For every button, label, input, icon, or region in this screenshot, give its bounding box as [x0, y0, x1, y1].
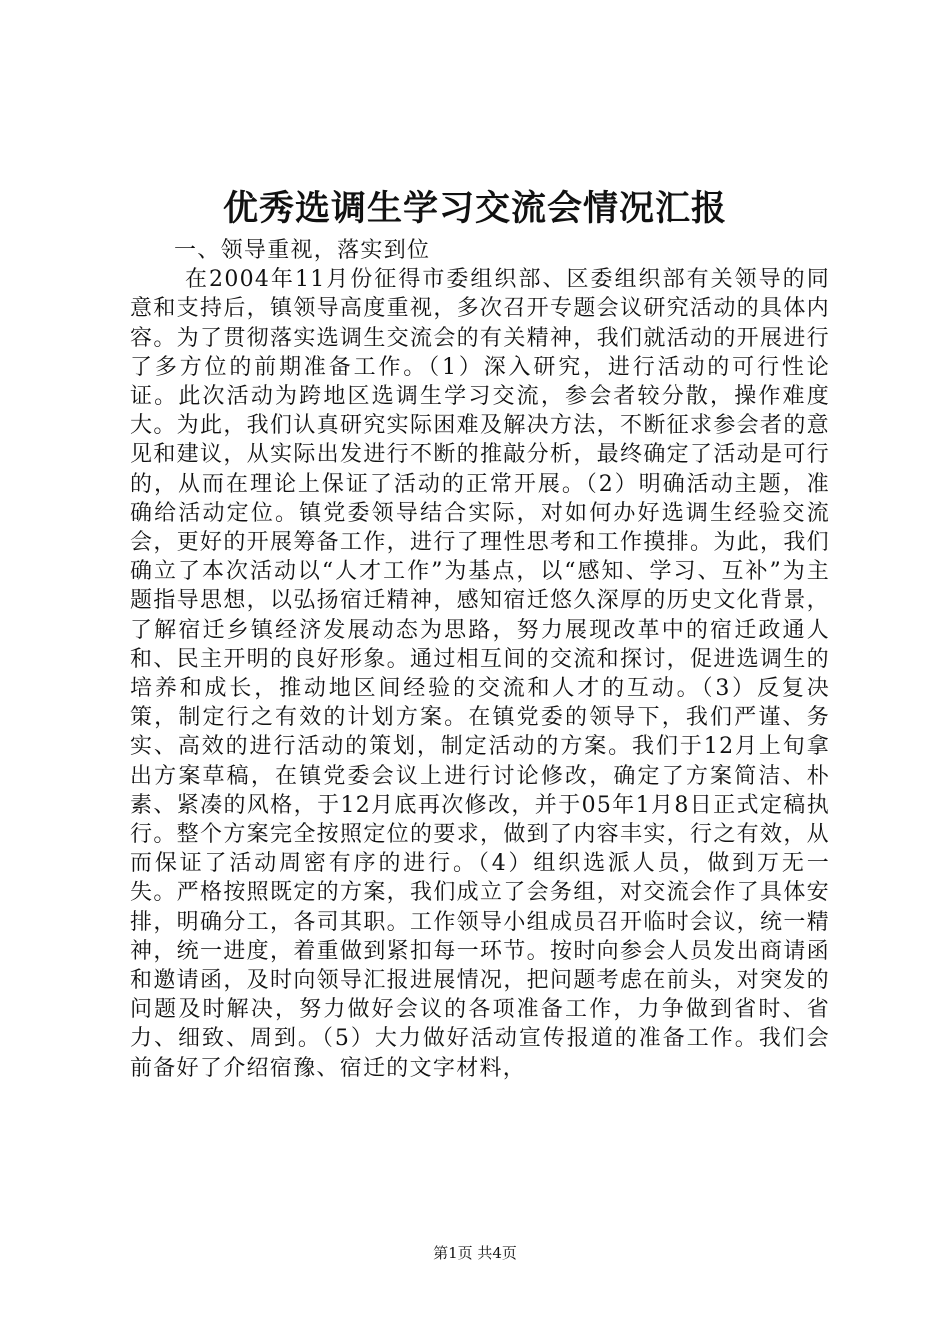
document-body	[130, 236, 830, 1083]
section-heading: 一、领导重视，落实到位	[174, 238, 431, 263]
page-number-footer: 第1页 共4页	[433, 1244, 517, 1262]
document-title: 优秀选调生学习交流会情况汇报	[222, 188, 727, 229]
body-paragraph: 在2004年11月份征得市委组织部、区委组织部有关领导的同意和支持后，镇领导高度重视，多次召开专题会议研究活动的具体内容。为了贯彻落实选调生交流会的有关精神，我们就活动的开展进行了多方位的前期准备工作。（1）深入研究，进行活动的可行性论证。此次活动为跨地区选调生学习交流，参会者较分散，操作难度大。为此，我们认真研究实际困难及解决方法，不断征求参会者的意见和建议，从实际出发进行不断的推敲分析，最终确定了活动是可行的，从而在理论上保证了活动的正常开展。（2）明确活动主题，准确给活动定位。镇党委领导结合实际，对如何办好选调生经验交流会，更好的开展筹备工作，进行了理性思考和工作摸排。为此，我们确立了本次活动以“人才工作”为基点，以“感知、学习、互补”为主题指导思想，以弘扬宿迁精神，感知宿迁悠久深厚的历史文化背景，了解宿迁乡镇经济发展动态为思路，努力展现改革中的宿迁政通人和、民主开明的良好形象。通过相互间的交流和探讨，促进选调生的培养和成长，推动地区间经验的交流和人才的互动。（3）反复决策，制定行之有效的计划方案。在镇党委的领导下，我们严谨、务实、高效的进行活动的策划，制定活动的方案。我们于12月上旬拿出方案草稿，在镇党委会议上进行讨论修改，确定了方案简洁、朴素、紧凑的风格，于12月底再次修改，并于05年1月8日正式定稿执行。整个方案完全按照定位的要求，做到了内容丰实，行之有效，从而保证了活动周密有序的进行。（4）组织选派人员，做到万无一失。严格按照既定的方案，我们成立了会务组，对交流会作了具体安排，明确分工，各司其职。工作领导小组成员召开临时会议，统一精神，统一进度，着重做到紧扣每一环节。按时向参会人员发出商请函和邀请函，及时向领导汇报进展情况，把问题考虑在前头，对突发的问题及时解决，努力做好会议的各项准备工作，力争做到省时、省力、细致、周到。（5）大力做好活动宣传报道的准备工作。我们会前备好了介绍宿豫、宿迁的文字材料，	[130, 267, 830, 1081]
